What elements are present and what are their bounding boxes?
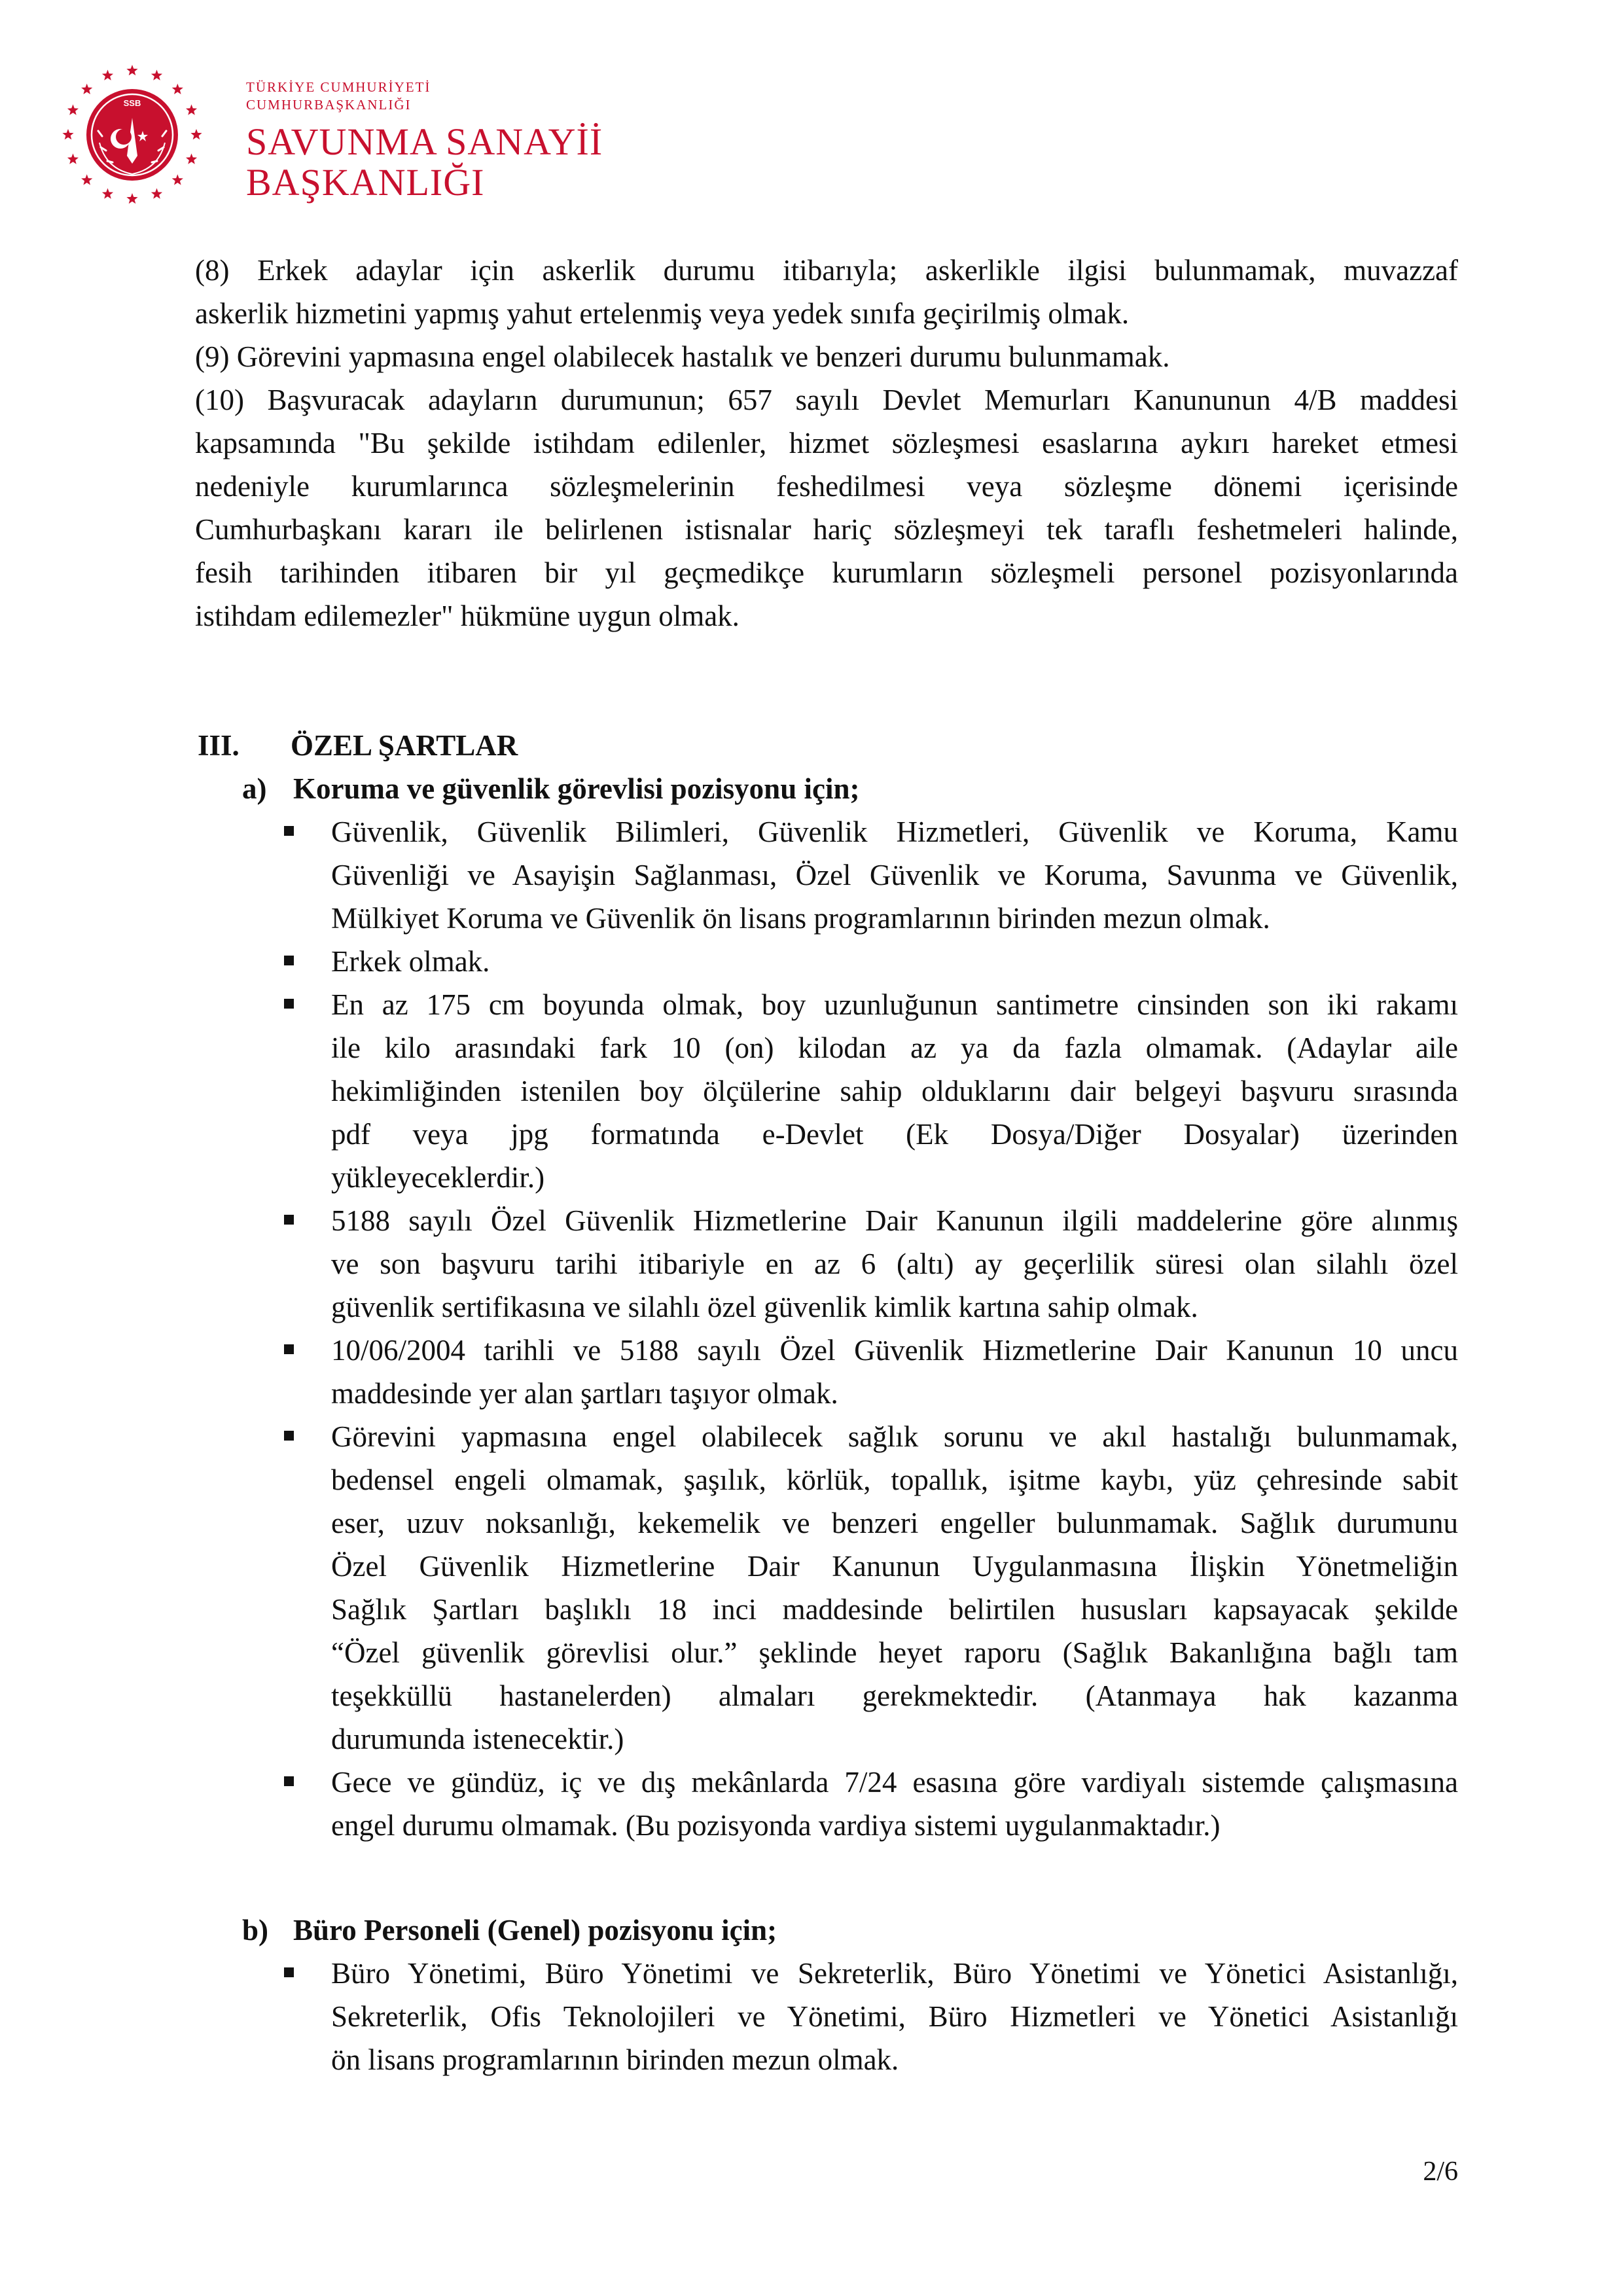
emblem-star-icon [172, 174, 183, 185]
square-bullet-icon [284, 1215, 294, 1225]
text-line: fesih tarihinden itibaren bir yıl geçmedikçe kurumların sözleşmeli personel pozisyonlarında [195, 556, 1458, 589]
bullet-item [284, 1761, 1458, 1847]
text-line: (9) Görevini yapmasına engel olabilecek hastalık ve benzeri durumu bulunmamak. [195, 340, 1170, 373]
text-line: “Özel güvenlik görevlisi olur.” şeklinde heyet raporu (Sağlık Bakanlığına bağlı tam [331, 1636, 1458, 1669]
square-bullet-icon [284, 1776, 294, 1786]
square-bullet-icon [284, 826, 294, 836]
text-line: teşekküllü hastanelerden) almaları gerekmektedir. (Atanmaya hak kazanma [331, 1679, 1458, 1712]
text-line: istihdam edilemezler" hükmüne uygun olmak. [195, 600, 740, 632]
square-bullet-icon [284, 956, 294, 965]
subsection-a-heading [242, 767, 859, 810]
text-line: Mülkiyet Koruma ve Güvenlik ön lisans programlarının birinden mezun olmak. [331, 902, 1270, 935]
square-bullet-icon [284, 1431, 294, 1441]
intro-paragraph [195, 335, 1458, 378]
subsection-a-title: Koruma ve güvenlik görevlisi pozisyonu için; [293, 772, 860, 805]
intro-paragraph [195, 378, 1458, 637]
square-bullet-icon [284, 999, 294, 1009]
text-line: bedensel engeli olmamak, şaşılık, körlük, topallık, işitme kaybı, yüz çehresinde sabit [331, 1463, 1458, 1496]
organization-logo-text [246, 79, 603, 203]
text-line: Erkek olmak. [331, 945, 490, 978]
subsection-b-title: Büro Personeli (Genel) pozisyonu için; [293, 1914, 777, 1946]
text-line: 10/06/2004 tarihli ve 5188 sayılı Özel Güvenlik Hizmetlerine Dair Kanunun 10 uncu [331, 1334, 1458, 1367]
text-line: askerlik hizmetini yapmış yahut ertelenmiş veya yedek sınıfa geçirilmiş olmak. [195, 297, 1130, 330]
subsection-a-letter: a) [242, 772, 267, 805]
text-line: Güvenlik, Güvenlik Bilimleri, Güvenlik Hizmetleri, Güvenlik ve Koruma, Kamu [331, 816, 1458, 848]
emblem-star-icon [62, 129, 73, 139]
emblem-star-icon [67, 154, 79, 164]
text-line: güvenlik sertifikasına ve silahlı özel güvenlik kimlik kartına sahip olmak. [331, 1291, 1198, 1323]
text-line: kapsamında "Bu şekilde istihdam edilenler, hizmet sözleşmesi esaslarına aykırı hareket etmesi [195, 427, 1458, 459]
text-line: nedeniyle kurumlarınca sözleşmelerinin feshedilmesi veya sözleşme dönemi içerisinde [195, 470, 1458, 503]
text-line: ön lisans programlarının birinden mezun olmak. [331, 2043, 899, 2076]
org-name-line-2: BAŞKANLIĞI [246, 161, 485, 204]
text-line: Büro Yönetimi, Büro Yönetimi ve Sekreterlik, Büro Yönetimi ve Yönetici Asistanlığı, [331, 1957, 1458, 1990]
bullet-item [284, 1952, 1458, 2081]
text-line: hekimliğinden istenilen boy ölçülerine sahip olduklarını dair belgeyi başvuru sırasında [331, 1075, 1458, 1107]
emblem-star-icon [151, 70, 162, 81]
bullet-item [284, 940, 1458, 983]
intro-paragraphs [195, 249, 1458, 637]
emblem-star-icon [172, 84, 183, 94]
text-line: (8) Erkek adaylar için askerlik durumu itibarıyla; askerlikle ilgisi bulunmamak, muvazzaf [195, 254, 1458, 287]
text-line: 5188 sayılı Özel Güvenlik Hizmetlerine Dair Kanunun ilgili maddelerine göre alınmış [331, 1204, 1458, 1237]
text-line: Güvenliği ve Asayişin Sağlanması, Özel Güvenlik ve Koruma, Savunma ve Güvenlik, [331, 859, 1458, 891]
text-line: ve son başvuru tarihi itibariyle en az 6 (altı) ay geçerlilik süresi olan silahlı özel [331, 1247, 1458, 1280]
bullet-item [284, 810, 1458, 940]
bullet-item [284, 1329, 1458, 1415]
subsection-a-bullet-list [284, 810, 1458, 1847]
org-line-1: TÜRKİYE CUMHURİYETİ [246, 79, 431, 95]
ssb-emblem-icon [60, 58, 204, 212]
text-line: Cumhurbaşkanı kararı ile belirlenen istisnalar hariç sözleşmeyi tek taraflı feshetmeleri halinde, [195, 513, 1458, 546]
emblem-label: SSB [123, 98, 141, 108]
bullet-item [284, 1199, 1458, 1329]
text-line: durumunda istenecektir.) [331, 1723, 624, 1755]
emblem-star-icon [190, 129, 202, 139]
org-name-line-1: SAVUNMA SANAYİİ [246, 120, 603, 163]
text-line: yükleyeceklerdir.) [331, 1161, 545, 1194]
emblem-star-icon [186, 105, 197, 115]
text-line: ile kilo arasındaki fark 10 (on) kilodan az ya da fazla olmamak. (Adaylar aile [331, 1031, 1458, 1064]
text-line: Özel Güvenlik Hizmetlerine Dair Kanunun Uygulanmasına İlişkin Yönetmeliğin [331, 1550, 1458, 1583]
section-heading [198, 724, 518, 767]
emblem-star-icon [102, 188, 113, 199]
section-number: III. [198, 729, 240, 762]
subsection-b-letter: b) [242, 1914, 269, 1946]
subsection-b-bullet-list [284, 1952, 1458, 2081]
emblem-star-icon [126, 65, 137, 75]
text-line: engel durumu olmamak. (Bu pozisyonda vardiya sistemi uygulanmaktadır.) [331, 1809, 1221, 1842]
text-line: (10) Başvuracak adayların durumunun; 657 sayılı Devlet Memurları Kanununun 4/B maddesi [195, 384, 1458, 416]
text-line: pdf veya jpg formatında e-Devlet (Ek Dosya/Diğer Dosyalar) üzerinden [331, 1118, 1458, 1151]
emblem-star-icon [151, 188, 162, 199]
text-line: En az 175 cm boyunda olmak, boy uzunluğunun santimetre cinsinden son iki rakamı [331, 988, 1458, 1021]
org-line-2: CUMHURBAŞKANLIĞI [246, 97, 412, 113]
text-line: Sekreterlik, Ofis Teknolojileri ve Yönetimi, Büro Hizmetleri ve Yönetici Asistanlığı [331, 2000, 1458, 2033]
emblem-star-icon [67, 105, 79, 115]
text-line: Sağlık Şartları başlıklı 18 inci maddesinde belirtilen hususları kapsayacak şekilde [331, 1593, 1458, 1626]
bullet-item [284, 1415, 1458, 1761]
square-bullet-icon [284, 1967, 294, 1977]
text-line: Görevini yapmasına engel olabilecek sağlık sorunu ve akıl hastalığı bulunmamak, [331, 1420, 1458, 1453]
section-title: ÖZEL ŞARTLAR [291, 729, 518, 762]
emblem-star-icon [186, 154, 197, 164]
emblem-star-icon [81, 174, 92, 185]
page-number: 2/6 [1423, 2157, 1458, 2187]
text-line: Gece ve gündüz, iç ve dış mekânlarda 7/24 esasına göre vardiyalı sistemde çalışmasına [331, 1766, 1458, 1799]
text-line: eser, uzuv noksanlığı, kekemelik ve benzeri engeller bulunmamak. Sağlık durumunu [331, 1507, 1458, 1539]
emblem-star-icon [81, 84, 92, 94]
emblem-star-icon [126, 193, 137, 204]
square-bullet-icon [284, 1344, 294, 1354]
bullet-item [284, 983, 1458, 1199]
emblem-star-icon [102, 70, 113, 81]
subsection-b-heading [242, 1909, 777, 1952]
text-line: maddesinde yer alan şartları taşıyor olmak. [331, 1377, 838, 1410]
intro-paragraph [195, 249, 1458, 335]
